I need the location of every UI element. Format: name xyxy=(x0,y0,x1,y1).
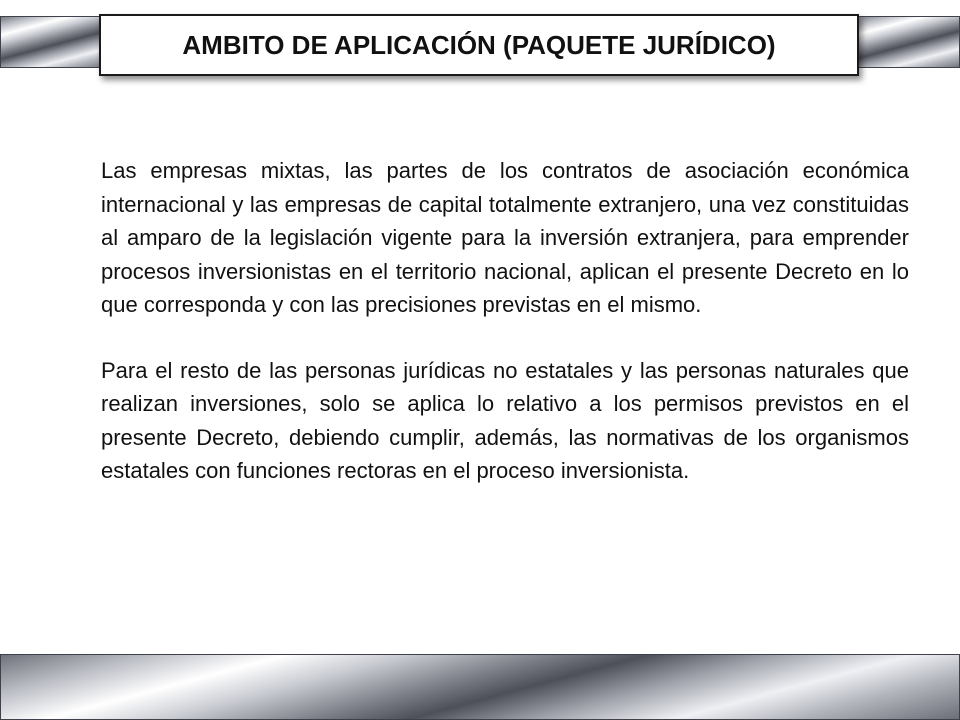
header-decor-bar-right xyxy=(854,16,960,68)
slide-title: AMBITO DE APLICACIÓN (PAQUETE JURÍDICO) xyxy=(182,29,776,60)
header-decor-bar-left xyxy=(0,16,106,68)
slide-body xyxy=(101,154,909,520)
footer-decor-bar xyxy=(0,654,960,720)
title-box xyxy=(99,14,859,76)
body-paragraph-1: Las empresas mixtas, las partes de los contratos de asociación económica internacional y las empresas de capital totalmente extranjero, una vez constituidas al amparo de la legislación vigente para la inversión extranjera, para emprender procesos inversionistas en el territorio nacional, aplican el presente Decreto en lo que corresponda y con las precisiones previstas en el mismo. xyxy=(101,158,909,317)
body-paragraph-2: Para el resto de las personas jurídicas no estatales y las personas naturales que realizan inversiones, solo se aplica lo relativo a los permisos previstos en el presente Decreto, debiendo cumplir, además, las normativas de los organismos estatales con funciones rectoras en el proceso inversionista. xyxy=(101,357,909,483)
